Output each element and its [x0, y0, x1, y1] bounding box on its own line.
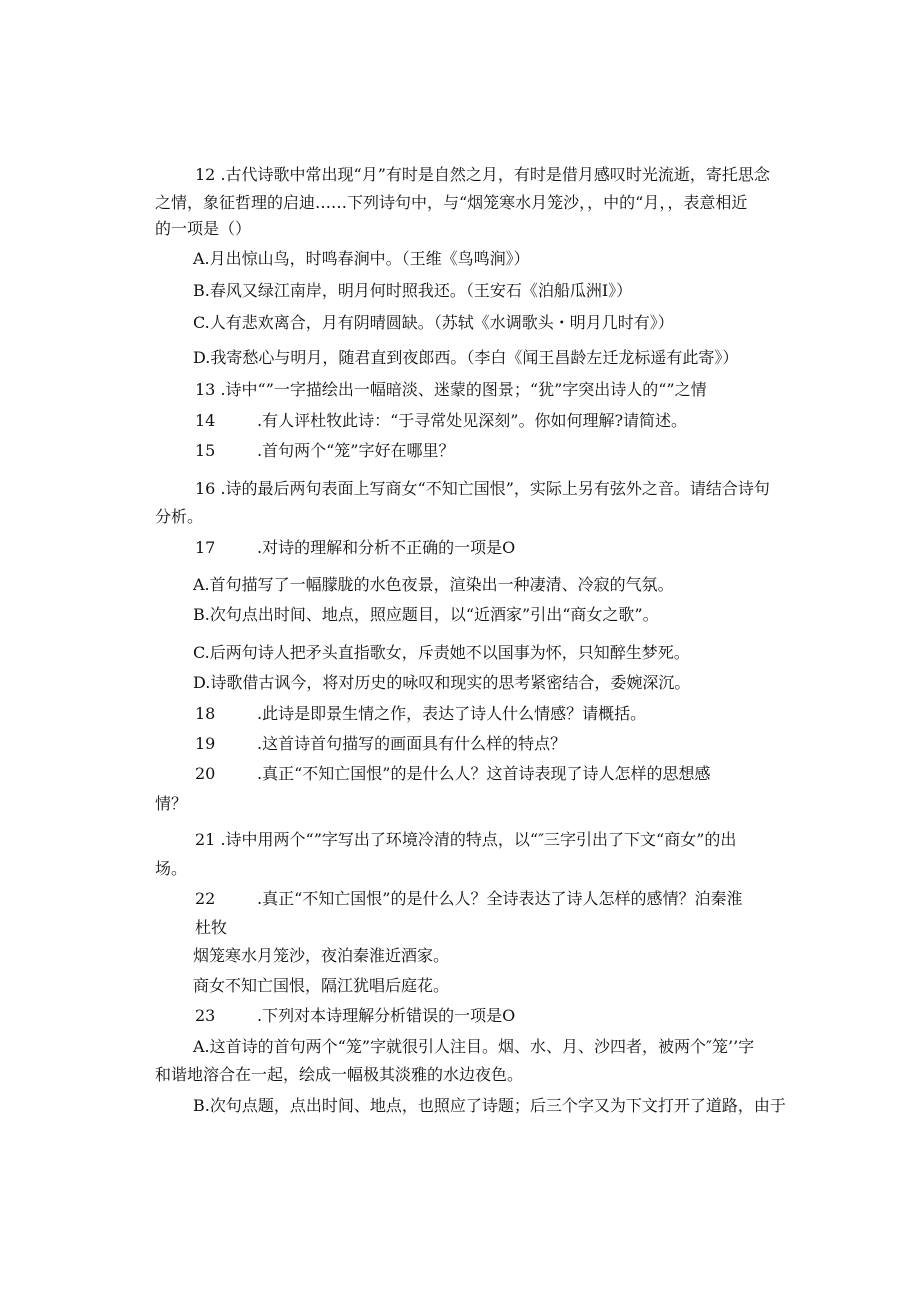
- q21-number: 21: [195, 830, 216, 849]
- q12-line-3: 的一项是（）: [155, 219, 252, 238]
- q12-option-c: C.人有悲欢离合，月有阴晴圆缺。（苏轼《水调歌头・明月几时有》）: [193, 313, 674, 332]
- q14-text: .有人评杜牧此诗：“于寻常处见深刻”。你如何理解?请简述。: [257, 411, 688, 430]
- q23-option-a-line-1: A.这首诗的首句两个“笼”字就很引人注目。烟、水、月、沙四者，被两个″笼’’字: [193, 1037, 755, 1056]
- q19-line: [195, 734, 566, 754]
- q23-option-b-line-1: B.次句点题，点出时间、地点，也照应了诗题；后三个字又为下文打开了道路，由于: [193, 1096, 786, 1115]
- q12-option-d: D.我寄愁心与明月，随君直到夜郎西。（李白《闻王昌龄左迁龙标遥有此寄》）: [193, 348, 739, 367]
- q18-text: .此诗是即景生情之作，表达了诗人什么情感？请概括。: [257, 704, 647, 723]
- q19-text: .这首诗首句描写的画面具有什么样的特点？: [257, 734, 567, 753]
- q12-text-1: .古代诗歌中常出现“月”有时是自然之月，有时是借月感叹时光流逝，寄托思念: [215, 165, 770, 184]
- q17-option-b: B.次句点出时间、地点，照应题目，以“近酒家”引出“商女之歌”。: [193, 605, 659, 624]
- q15-line: [195, 441, 454, 461]
- q18-number: 18: [195, 704, 216, 723]
- q19-number: 19: [195, 734, 216, 753]
- q17-option-d: D.诗歌借古讽今，将对历史的咏叹和现实的思考紧密结合，委婉深沉。: [193, 673, 691, 692]
- q14-number: 14: [195, 411, 216, 430]
- q18-line: [195, 704, 646, 724]
- q12-option-b: B.春风又绿江南岸，明月何时照我还。（王安石《泊船瓜洲I》）: [193, 281, 633, 300]
- q12-number: 12: [195, 165, 216, 184]
- q16-text-1: .诗的最后两句表面上写商女“不知亡国恨”，实际上另有弦外之音。请结合诗句: [215, 479, 770, 498]
- q17-text: .对诗的理解和分析不正确的一项是O: [257, 538, 516, 557]
- q20-number: 20: [195, 764, 216, 783]
- q17-option-a: A.首句描写了一幅朦胧的水色夜景，渲染出一种凄清、冷寂的气氛。: [193, 575, 674, 594]
- q16-line-2: 分析。: [155, 507, 204, 526]
- q16-line-1: [195, 479, 770, 499]
- q13-number: 13: [195, 380, 216, 399]
- q16-number: 16: [195, 479, 216, 498]
- q22-number: 22: [195, 889, 216, 908]
- q20-text-1: .真正“不知亡国恨”的是什么人？这首诗表现了诗人怎样的思想感: [257, 764, 711, 783]
- q20-line-2: 情？: [155, 794, 188, 813]
- q17-line: [195, 538, 515, 558]
- q13-text: .诗中“”一字描绘出一幅暗淡、迷蒙的图景；“犹”字突出诗人的“”之情: [215, 380, 707, 399]
- q23-text: .下列对本诗理解分析错误的一项是O: [257, 1006, 516, 1025]
- q12-option-a: A.月出惊山鸟，时鸣春涧中。（王维《鸟鸣涧》）: [193, 249, 530, 268]
- q12-line-1: [195, 165, 770, 185]
- q20-line-1: [195, 764, 710, 784]
- q15-text: .首句两个“笼”字好在哪里？: [257, 441, 455, 460]
- q22-line: [195, 889, 742, 909]
- q15-number: 15: [195, 441, 216, 460]
- q21-line-2: 场。: [155, 859, 188, 878]
- q17-number: 17: [195, 538, 216, 557]
- q13-line: [195, 380, 707, 400]
- poem-line-2: 商女不知亡国恨，隔江犹唱后庭花。: [193, 976, 450, 995]
- q21-line-1: [195, 830, 736, 850]
- q21-text-1: .诗中用两个“”字写出了环境冷清的特点，以“″三字引出了下文“商女”的出: [215, 830, 737, 849]
- q17-option-c: C.后两句诗人把矛头直指歌女，斥责她不以国事为怀，只知醉生梦死。: [193, 643, 690, 662]
- poem-line-1: 烟笼寒水月笼沙，夜泊秦淮近酒家。: [193, 946, 450, 965]
- q22-text: .真正“不知亡国恨”的是什么人？全诗表达了诗人怎样的感情？泊秦淮: [257, 889, 743, 908]
- q23-number: 23: [195, 1006, 216, 1025]
- poem-author: 杜牧: [195, 918, 228, 937]
- q14-line: [195, 411, 687, 431]
- q23-option-a-line-2: 和谐地溶合在一起，绘成一幅极其淡雅的水边夜色。: [155, 1065, 524, 1084]
- q23-line: [195, 1006, 515, 1026]
- q12-line-2: 之情，象征哲理的启迪……下列诗句中，与“烟笼寒水月笼沙，，中的“月，，表意相近: [155, 193, 748, 212]
